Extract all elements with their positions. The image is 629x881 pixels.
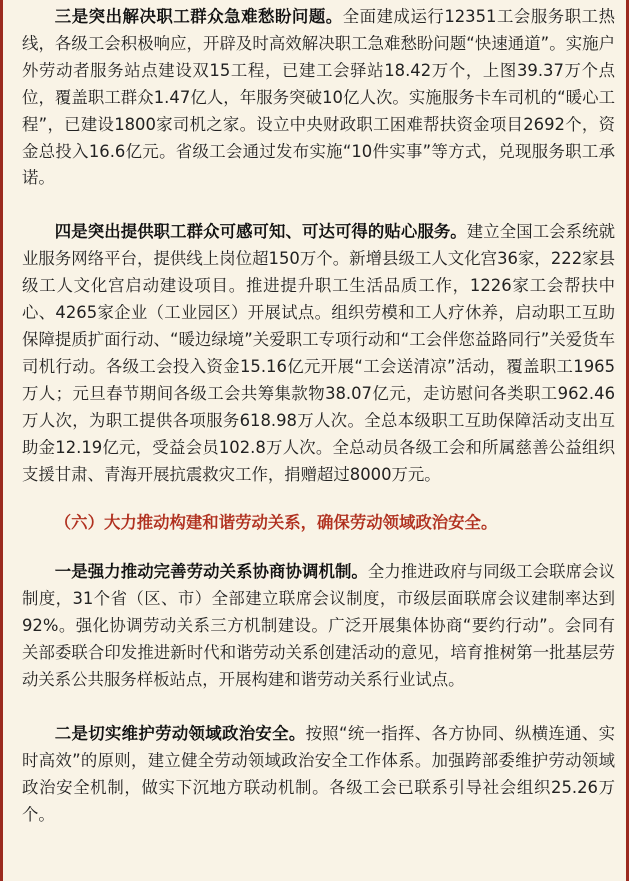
article-body — [22, 4, 615, 828]
paragraph-4-text: 建立全国工会系统就业服务网络平台，提供线上岗位超150万个。新增县级工人文化宫36家，222家县级工人文化宫启动建设项目。推进提升职工生活品质工作，1226家工会帮扶中心、4265家企业（工业园区）开展试点。组织劳模和工人疗休养，启动职工互助保障提质扩面行动、“暖边绿境”关爱职工专项行动和“工会伴您益路同行”关爱货车司机行动。各级工会投入资金15.16亿元开展“工会送清凉”活动，覆盖职工1965万人；元旦春节期间各级工会共筹集款物38.07亿元，走访慰问各类职工962.46万人次，为职工提供各项服务618.98万人次。全总本级职工互助保障活动支出互助金12.19亿元，受益会员102.8万人次。全总动员各级工会和所属慈善公益组织支援甘肃、青海开展抗震救灾工作，捐赠超过8000万元。 — [22, 222, 616, 484]
paragraph-3-lead: 三是突出解决职工群众急难愁盼问题。 — [54, 7, 343, 26]
section-paragraph-1-lead: 一是强力推动完善劳动关系协商协调机制。 — [54, 562, 368, 582]
section-paragraph-1 — [22, 559, 615, 694]
section-heading: （六）大力推动构建和谐劳动关系，确保劳动领域政治安全。 — [54, 513, 498, 533]
paragraph-3-text: 全面建成运行12351工会服务职工热线，各级工会积极响应，开辟及时高效解决职工急难愁盼问题“快速通道”。实施户外劳动者服务站点建设双15工程，已建工会驿站18.42万个，上图39.37万个点位，覆盖职工群众1.47亿人，年服务突破10亿人次。实施服务卡车司机的“暖心工程”，已建设1800家司机之家。设立中央财政职工困难帮扶资金项目2692个，资金总投入16.6亿元。省级工会通过发布实施“10件实事”等方式，兑现服务职工承诺。 — [22, 7, 616, 188]
section-paragraph-2-lead: 二是切实维护劳动领域政治安全。 — [54, 723, 306, 743]
section-paragraph-2-text: 按照“统一指挥、各方协同、纵横连通、实时高效”的原则，建立健全劳动领域政治安全工作体系。加强跨部委维护劳动领域政治安全机制，做实下沉地方联动机制。各级工会已联系引导社会组织25.26万个。 — [22, 723, 615, 824]
paragraph-3 — [22, 4, 615, 192]
left-border — [0, 0, 3, 881]
section-paragraph-2 — [22, 721, 615, 829]
paragraph-4 — [22, 219, 615, 488]
paragraph-4-lead: 四是突出提供职工群众可感可知、可达可得的贴心服务。 — [54, 222, 467, 242]
section-paragraph-1-text: 全力推进政府与同级工会联席会议制度，31个省（区、市）全部建立联席会议制度，市级层面联席会议建制率达到92%。强化协调劳动关系三方机制建设。广泛开展集体协商“要约行动”。会同有关部委联合印发推进新时代和谐劳动关系创建活动的意见，培育推树第一批基层劳动关系公共服务样板站点，开展构建和谐劳动关系行业试点。 — [22, 562, 616, 689]
